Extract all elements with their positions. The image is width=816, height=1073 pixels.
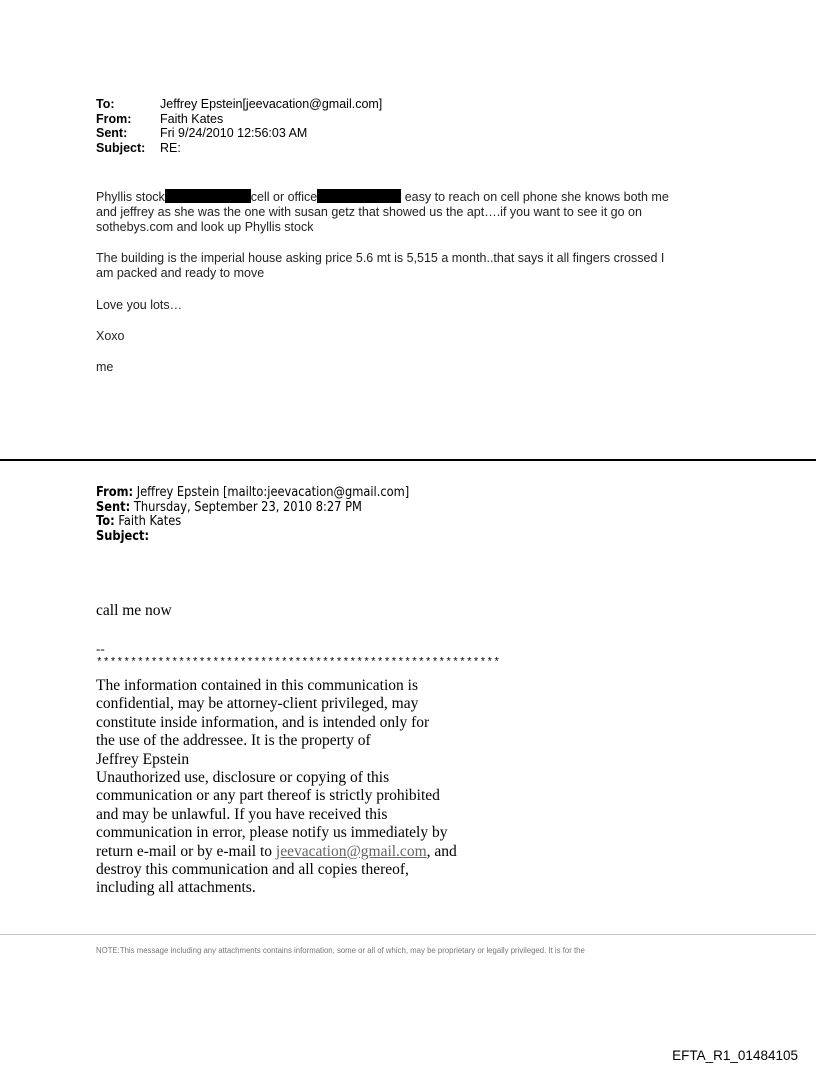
disclaimer-line: The information contained in this communication is [96, 677, 418, 694]
sent-label: Sent: [96, 499, 131, 515]
redaction-box [317, 189, 401, 203]
disclaimer-line: destroy this communication and all copies thereof, [96, 861, 409, 879]
from-label: From: [96, 485, 134, 500]
from-label: From: [96, 111, 132, 126]
from-value: Jeffrey Epstein [mailto:jeevacation@gmail.com] [136, 485, 410, 500]
disclaimer-line: including all attachments. [96, 879, 256, 897]
email2-body: call me now [96, 602, 172, 619]
sent-value: Thursday, September 23, 2010 8:27 PM [133, 499, 362, 515]
email1-header [96, 97, 382, 155]
from-value: Faith Kates [160, 111, 224, 126]
email-link[interactable]: jeevacation@gmail.com [275, 842, 427, 860]
legal-note: NOTE:This message including any attachments contains information, some or all of which, may be proprietary or legally privileged. It is for the [96, 946, 585, 955]
disclaimer-post-link: , and [426, 842, 457, 860]
p2-line-2: am packed and ready to move [96, 266, 265, 281]
footer-rule [0, 934, 816, 935]
disclaimer-line: the use of the addressee. It is the property of [96, 732, 371, 750]
signature-dash: -- [96, 641, 105, 656]
subject-label: Subject: [96, 140, 146, 155]
email2-header [96, 486, 409, 545]
email1-paragraph-4: Xoxo [96, 329, 125, 343]
subject-label: Subject: [96, 529, 150, 545]
p1-line-3: sothebys.com and look up Phyllis stock [96, 220, 314, 235]
subject-value: RE: [160, 140, 181, 155]
redaction-box [165, 189, 251, 203]
document-id: EFTA_R1_01484105 [672, 1048, 798, 1063]
disclaimer [96, 677, 516, 898]
p2-line-1: The building is the imperial house asking price 5.6 mt is 5,515 a month..that says it all fingers crossed I [96, 251, 665, 265]
p1-part-a: Phyllis stock [96, 190, 165, 204]
disclaimer-line: communication or any part thereof is strictly prohibited [96, 787, 440, 805]
p1-part-c: easy to reach on cell phone she knows both me [404, 190, 669, 204]
p1-part-b: cell or office [250, 190, 318, 204]
disclaimer-line-with-link [96, 843, 516, 861]
disclaimer-line: constitute inside information, and is intended only for [96, 713, 430, 731]
disclaimer-line: communication in error, please notify us immediately by [96, 824, 448, 842]
disclaimer-line: Jeffrey Epstein [96, 750, 190, 768]
disclaimer-line: and may be unlawful. If you have received this [96, 805, 388, 823]
email1-paragraph-5: me [96, 360, 114, 374]
disclaimer-pre-link: return e-mail or by e-mail to [96, 842, 276, 860]
email-divider [0, 459, 816, 461]
email1-paragraph-2 [96, 251, 736, 281]
to-value: Jeffrey Epstein[jeevacation@gmail.com] [160, 97, 383, 111]
disclaimer-line: Unauthorized use, disclosure or copying of this [96, 769, 390, 787]
sent-value: Fri 9/24/2010 12:56:03 AM [160, 126, 308, 141]
email1-paragraph-1 [96, 189, 736, 236]
signature-stars: *********************************************************** [96, 657, 501, 669]
to-label: To: [96, 514, 115, 530]
email1-paragraph-3: Love you lots… [96, 298, 183, 312]
sent-label: Sent: [96, 126, 128, 141]
p1-line-2: and jeffrey as she was the one with susan getz that showed us the apt….if you want to see it go on [96, 205, 642, 220]
disclaimer-line: confidential, may be attorney-client privileged, may [96, 695, 419, 713]
to-label: To: [96, 97, 115, 111]
to-value: Faith Kates [118, 514, 182, 530]
